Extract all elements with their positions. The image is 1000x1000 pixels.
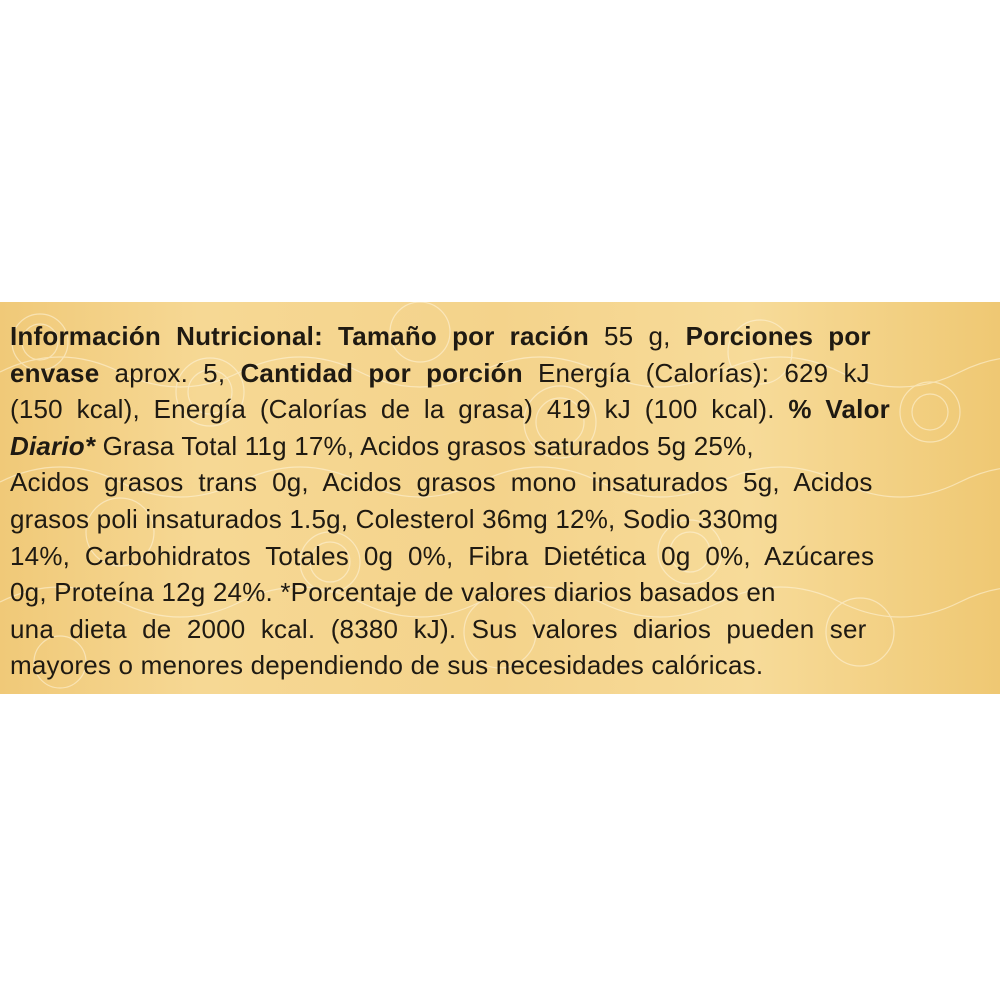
text-line-10: [10, 647, 978, 684]
text-run: Grasa Total 11g 17%, Acidos grasos saturados 5g 25%,: [95, 430, 754, 461]
text-line-5: [10, 464, 978, 501]
text-line-2: [10, 355, 978, 392]
text-run: Energía (Calorías): 629 kJ: [522, 357, 870, 388]
text-run: Diario*: [10, 430, 96, 461]
text-run: Cantidad por porción: [240, 357, 523, 388]
text-run: una dieta de 2000 kcal. (8380 kJ). Sus valores diarios pueden ser: [10, 613, 867, 644]
text-line-6: [10, 501, 978, 538]
text-run: 14%, Carbohidratos Totales 0g 0%, Fibra Dietética 0g 0%, Azúcares: [10, 540, 875, 571]
text-run: mayores o menores dependiendo de sus necesidades calóricas.: [10, 650, 764, 681]
text-run: 55 g,: [588, 321, 686, 351]
text-run: 0g, Proteína 12g 24%. *Porcentaje de valores diarios basados en: [10, 577, 776, 608]
text-run: grasos poli insaturados 1.5g, Colesterol 36mg 12%, Sodio 330mg: [10, 503, 779, 534]
text-run: Porciones por: [685, 321, 871, 351]
nutrition-facts-text: [10, 318, 978, 684]
text-line-7: [10, 538, 978, 575]
text-run: % Valor: [788, 394, 891, 425]
text-line-1: [10, 318, 978, 355]
text-run: envase: [10, 357, 100, 388]
text-run: aprox. 5,: [99, 357, 241, 388]
text-run: Acidos grasos trans 0g, Acidos grasos mono insaturados 5g, Acidos: [10, 467, 873, 498]
text-line-4: [10, 428, 978, 465]
text-line-8: [10, 574, 978, 611]
nutrition-label-band: [0, 302, 1000, 694]
text-run: Información Nutricional: Tamaño por ración: [10, 321, 589, 351]
text-line-3: [10, 391, 978, 428]
text-run: (150 kcal), Energía (Calorías de la grasa) 419 kJ (100 kcal).: [10, 394, 789, 425]
text-line-9: [10, 611, 978, 648]
